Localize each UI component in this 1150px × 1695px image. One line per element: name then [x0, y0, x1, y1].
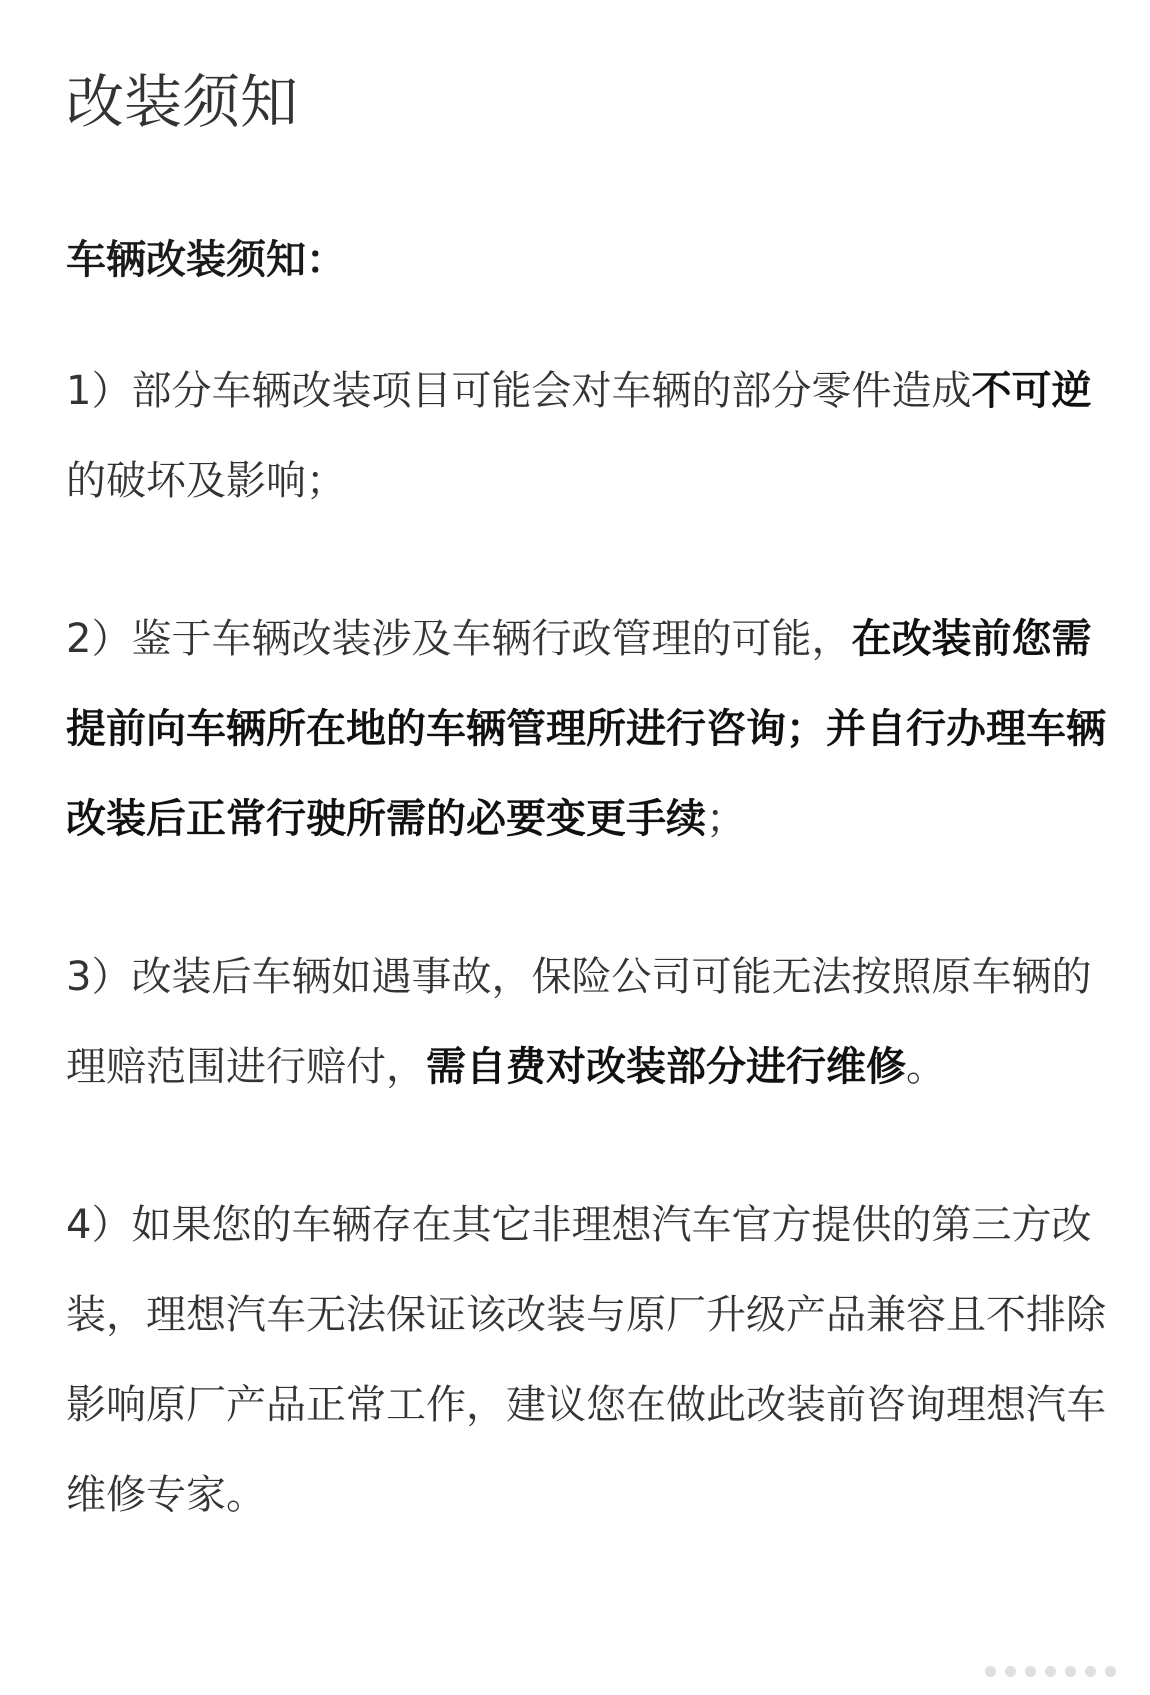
- notice-item-3-tail: 。: [906, 1044, 946, 1090]
- watermark-dots: [985, 1666, 1116, 1677]
- notice-item-3-text: 3）改装后车辆如遇事故，保险公司可能无法按照原车辆的理赔范围进行赔付，: [66, 954, 1092, 1090]
- watermark-dot-icon: [1065, 1666, 1076, 1677]
- watermark-dot-icon: [1045, 1666, 1056, 1677]
- notice-item-1-tail: 的破坏及影响；: [66, 458, 346, 504]
- watermark-dot-icon: [1085, 1666, 1096, 1677]
- notice-item-2: [66, 594, 1110, 864]
- watermark-dot-icon: [1025, 1666, 1036, 1677]
- watermark-dot-icon: [1005, 1666, 1016, 1677]
- notice-item-1-emphasis: 不可逆: [971, 368, 1092, 414]
- notice-item-3: [66, 932, 1110, 1112]
- section-heading: 车辆改装须知：: [66, 237, 346, 283]
- notice-item-1: [66, 346, 1110, 526]
- notice-item-3-emphasis: 需自费对改装部分进行维修: [426, 1044, 906, 1090]
- notice-item-2-emphasis: 在改装前您需提前向车辆所在地的车辆管理所进行咨询；并自行办理车辆改装后正常行驶所需的必要变更手续: [66, 616, 1106, 842]
- notice-item-2-text: 2）鉴于车辆改装涉及车辆行政管理的可能，: [66, 616, 852, 662]
- watermark-dot-icon: [1105, 1666, 1116, 1677]
- notice-item-2-tail: ；: [706, 796, 746, 842]
- notice-item-4: [66, 1180, 1110, 1540]
- page-title: 改装须知: [66, 68, 299, 136]
- watermark-dot-icon: [985, 1666, 996, 1677]
- notice-item-1-text: 1）部分车辆改装项目可能会对车辆的部分零件造成: [66, 368, 972, 414]
- notice-item-4-text: 4）如果您的车辆存在其它非理想汽车官方提供的第三方改装，理想汽车无法保证该改装与原厂升级产品兼容且不排除影响原厂产品正常工作，建议您在做此改装前咨询理想汽车维修专家。: [66, 1202, 1106, 1518]
